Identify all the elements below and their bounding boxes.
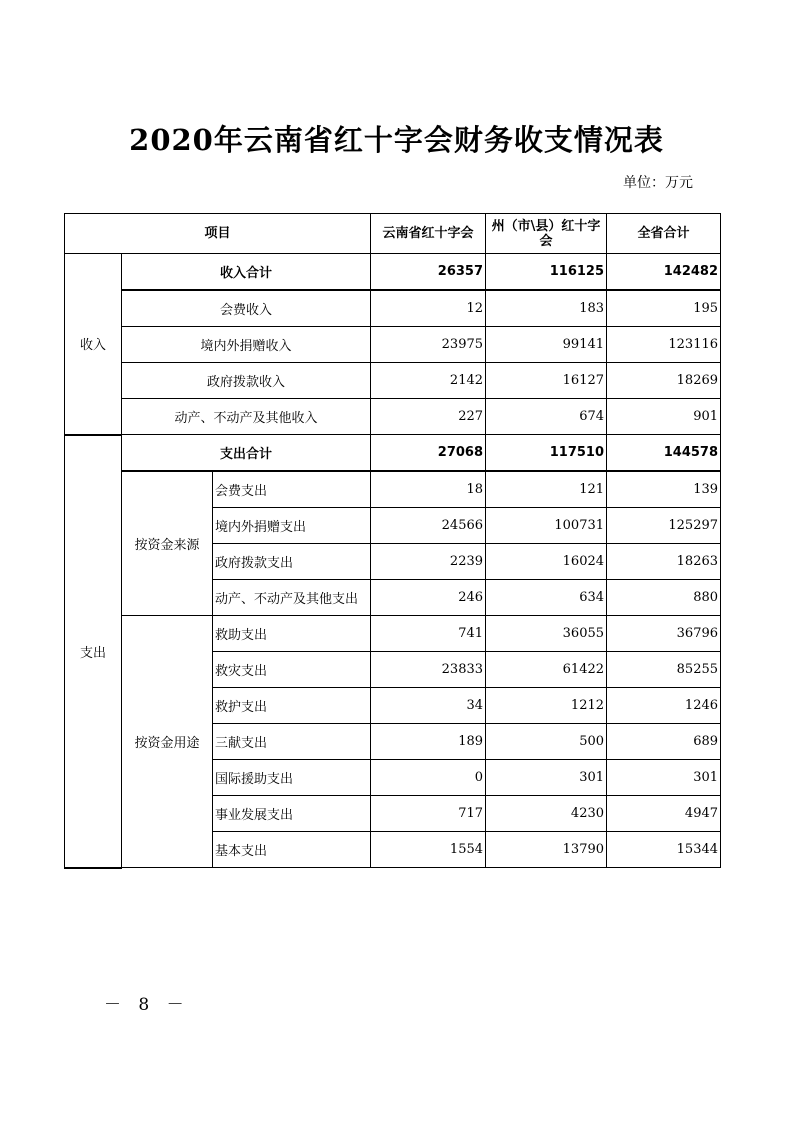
header-prefectural: 州（市\县）红十字会 bbox=[486, 214, 607, 254]
row-label: 境内外捐赠收入 bbox=[122, 327, 371, 363]
table-cell: 18 bbox=[371, 471, 486, 508]
table-cell: 189 bbox=[371, 724, 486, 760]
row-label: 政府拨款收入 bbox=[122, 363, 371, 399]
row-label: 国际援助支出 bbox=[213, 760, 371, 796]
table-cell: 674 bbox=[486, 399, 607, 435]
table-cell: 61422 bbox=[486, 652, 607, 688]
table-cell: 880 bbox=[607, 580, 721, 616]
expense-section-label: 支出 bbox=[65, 435, 122, 868]
table-cell: 18269 bbox=[607, 363, 721, 399]
table-cell: 16127 bbox=[486, 363, 607, 399]
table-cell: 246 bbox=[371, 580, 486, 616]
table-cell: 125297 bbox=[607, 508, 721, 544]
table-cell: 36055 bbox=[486, 616, 607, 652]
header-item: 项目 bbox=[65, 214, 371, 254]
table-cell: 301 bbox=[607, 760, 721, 796]
unit-note: 单位：万元 bbox=[623, 175, 693, 191]
table-cell: 23833 bbox=[371, 652, 486, 688]
table-row bbox=[65, 616, 721, 652]
row-label: 救助支出 bbox=[213, 616, 371, 652]
table-cell: 741 bbox=[371, 616, 486, 652]
table-cell: 117510 bbox=[486, 435, 607, 472]
table-cell: 1246 bbox=[607, 688, 721, 724]
table-cell: 34 bbox=[371, 688, 486, 724]
table-cell: 15344 bbox=[607, 832, 721, 868]
table-row bbox=[65, 363, 721, 399]
row-label: 基本支出 bbox=[213, 832, 371, 868]
expense-total-label: 支出合计 bbox=[122, 435, 371, 472]
table-cell: 227 bbox=[371, 399, 486, 435]
row-label: 会费支出 bbox=[213, 471, 371, 508]
table-row bbox=[65, 399, 721, 435]
table-cell: 144578 bbox=[607, 435, 721, 472]
row-label: 动产、不动产及其他收入 bbox=[122, 399, 371, 435]
table-header-row bbox=[65, 214, 721, 254]
income-total-row bbox=[65, 254, 721, 291]
group-label-use: 按资金用途 bbox=[122, 616, 213, 868]
row-label: 会费收入 bbox=[122, 290, 371, 327]
row-label: 三献支出 bbox=[213, 724, 371, 760]
table-cell: 689 bbox=[607, 724, 721, 760]
table-cell: 12 bbox=[371, 290, 486, 327]
table-cell: 18263 bbox=[607, 544, 721, 580]
table-row bbox=[65, 290, 721, 327]
row-label: 事业发展支出 bbox=[213, 796, 371, 832]
table-cell: 27068 bbox=[371, 435, 486, 472]
table-cell: 23975 bbox=[371, 327, 486, 363]
table-cell: 2142 bbox=[371, 363, 486, 399]
income-total-label: 收入合计 bbox=[122, 254, 371, 291]
row-label: 政府拨款支出 bbox=[213, 544, 371, 580]
table-cell: 123116 bbox=[607, 327, 721, 363]
table-cell: 36796 bbox=[607, 616, 721, 652]
table-cell: 26357 bbox=[371, 254, 486, 291]
table-cell: 301 bbox=[486, 760, 607, 796]
table-cell: 1554 bbox=[371, 832, 486, 868]
table-row bbox=[65, 471, 721, 508]
table-cell: 99141 bbox=[486, 327, 607, 363]
table-cell: 901 bbox=[607, 399, 721, 435]
table-cell: 634 bbox=[486, 580, 607, 616]
table-cell: 121 bbox=[486, 471, 607, 508]
table-cell: 4947 bbox=[607, 796, 721, 832]
table-row bbox=[65, 327, 721, 363]
table-cell: 16024 bbox=[486, 544, 607, 580]
table-cell: 4230 bbox=[486, 796, 607, 832]
table-cell: 116125 bbox=[486, 254, 607, 291]
table-cell: 500 bbox=[486, 724, 607, 760]
table-cell: 13790 bbox=[486, 832, 607, 868]
table-cell: 0 bbox=[371, 760, 486, 796]
row-label: 动产、不动产及其他支出 bbox=[213, 580, 371, 616]
table-cell: 139 bbox=[607, 471, 721, 508]
table-cell: 1212 bbox=[486, 688, 607, 724]
table-cell: 195 bbox=[607, 290, 721, 327]
expense-total-row bbox=[65, 435, 721, 472]
header-total: 全省合计 bbox=[607, 214, 721, 254]
table-cell: 85255 bbox=[607, 652, 721, 688]
table-cell: 142482 bbox=[607, 254, 721, 291]
finance-table bbox=[64, 213, 721, 869]
group-label-source: 按资金来源 bbox=[122, 471, 213, 616]
table-cell: 100731 bbox=[486, 508, 607, 544]
table-cell: 183 bbox=[486, 290, 607, 327]
table-cell: 2239 bbox=[371, 544, 486, 580]
income-section-label: 收入 bbox=[65, 254, 122, 435]
header-provincial: 云南省红十字会 bbox=[371, 214, 486, 254]
table-cell: 717 bbox=[371, 796, 486, 832]
page-number: － 8 － bbox=[104, 995, 190, 1015]
document-title: 2020年云南省红十字会财务收支情况表 bbox=[129, 123, 664, 157]
table-cell: 24566 bbox=[371, 508, 486, 544]
row-label: 境内外捐赠支出 bbox=[213, 508, 371, 544]
row-label: 救灾支出 bbox=[213, 652, 371, 688]
row-label: 救护支出 bbox=[213, 688, 371, 724]
